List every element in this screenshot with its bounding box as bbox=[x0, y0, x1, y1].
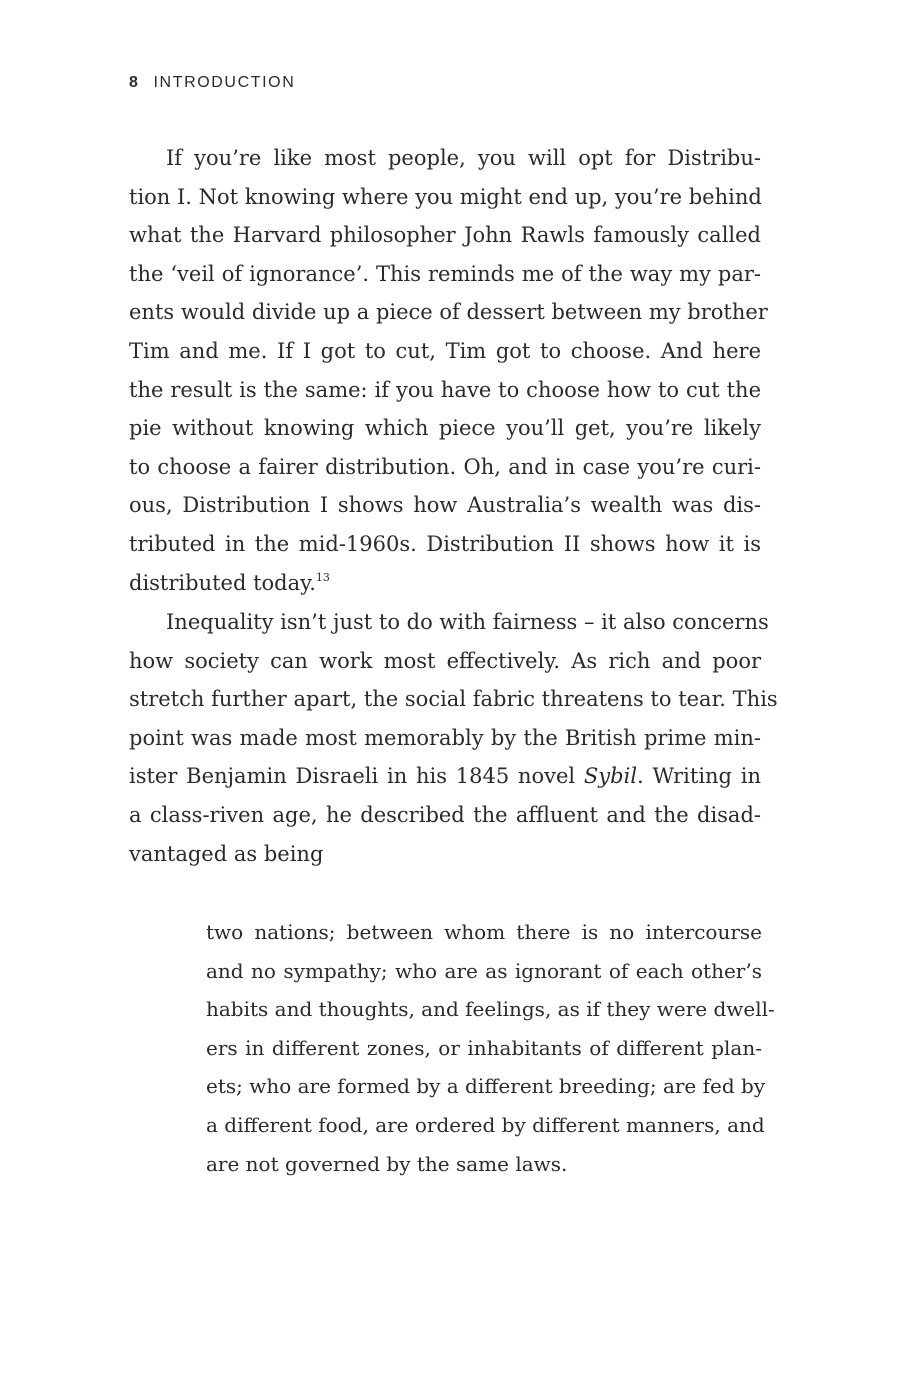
text-line bbox=[129, 757, 761, 796]
paragraph-inequality bbox=[129, 603, 778, 873]
text-segment: . Writing in bbox=[637, 764, 761, 789]
text-line: how society can work most effectively. As rich and poor bbox=[129, 648, 761, 673]
text-line: ents would divide up a piece of dessert between my brother bbox=[129, 300, 768, 325]
text-line: tributed in the mid-1960s. Distribution II shows how it is bbox=[129, 531, 761, 556]
quote-line: are not governed by the same laws. bbox=[206, 1151, 568, 1176]
text-segment: distributed today. bbox=[129, 570, 316, 595]
text-line: the ‘veil of ignorance’. This reminds me of the way my par- bbox=[129, 261, 761, 286]
text-line: the result is the same: if you have to choose how to cut the bbox=[129, 377, 761, 402]
text-line: Tim and me. If I got to cut, Tim got to choose. And here bbox=[129, 338, 761, 363]
text-line: pie without knowing which piece you’ll get, you’re likely bbox=[129, 416, 761, 441]
quote-line: habits and thoughts, and feelings, as if they were dwell- bbox=[206, 997, 775, 1022]
text-segment: ister Benjamin Disraeli in his 1845 novel bbox=[129, 764, 584, 789]
text-line: vantaged as being bbox=[129, 841, 324, 866]
quote-line: a different food, are ordered by different manners, and bbox=[206, 1112, 765, 1137]
text-line: ous, Distribution I shows how Australia’s wealth was dis- bbox=[129, 493, 761, 518]
text-line: Inequality isn’t just to do with fairness – it also concerns bbox=[166, 610, 769, 634]
text-line: what the Harvard philosopher John Rawls famously called bbox=[129, 223, 761, 248]
text-line: point was made most memorably by the British prime min- bbox=[129, 725, 761, 750]
quote-line: two nations; between whom there is no intercourse bbox=[206, 920, 762, 944]
page-number: 8 bbox=[129, 74, 140, 91]
text-line: a class-riven age, he described the affluent and the disad- bbox=[129, 802, 761, 827]
text-line bbox=[129, 564, 761, 603]
novel-title: Sybil bbox=[583, 764, 638, 789]
block-quote bbox=[206, 913, 775, 1183]
footnote-reference: 13 bbox=[315, 570, 330, 584]
section-title: INTRODUCTION bbox=[153, 74, 296, 91]
quote-line: ets; who are formed by a different breeding; are fed by bbox=[206, 1074, 766, 1099]
paragraph-distribution bbox=[129, 139, 768, 602]
text-line: If you’re like most people, you will opt for Distribu- bbox=[166, 146, 761, 170]
quote-line: and no sympathy; who are as ignorant of each other’s bbox=[206, 958, 762, 983]
quote-line: ers in different zones, or inhabitants of different plan- bbox=[206, 1035, 762, 1060]
text-line: stretch further apart, the social fabric threatens to tear. This bbox=[129, 687, 778, 712]
running-head bbox=[129, 74, 295, 92]
text-line: to choose a fairer distribution. Oh, and in case you’re curi- bbox=[129, 454, 761, 479]
text-line: tion I. Not knowing where you might end up, you’re behind bbox=[129, 184, 762, 209]
